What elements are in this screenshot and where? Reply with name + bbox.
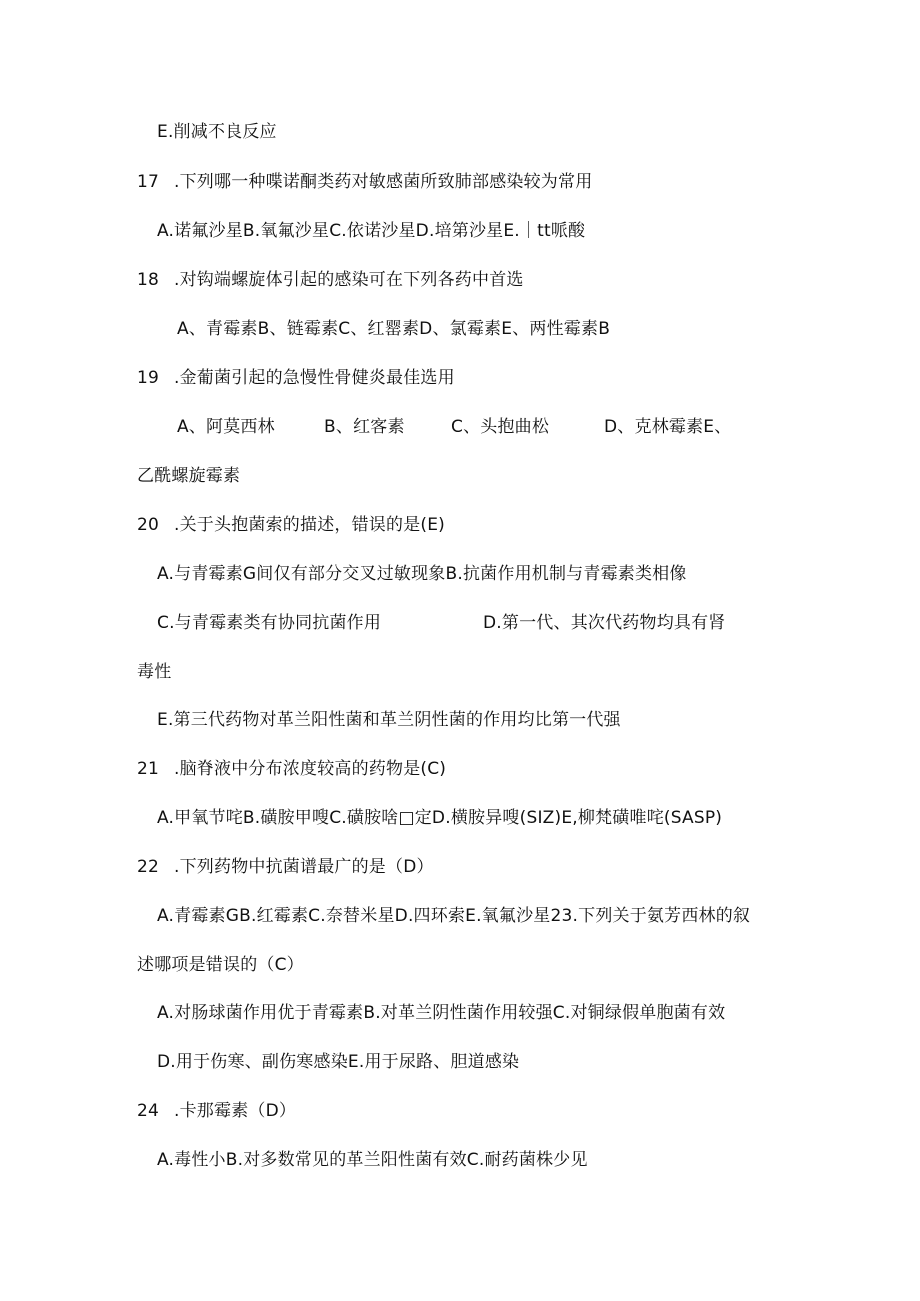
option-line — [137, 660, 171, 684]
question-23-cont — [137, 953, 304, 977]
option-c — [451, 415, 549, 439]
question-number: 22 — [137, 857, 160, 877]
option-text: D.用于伤寒、副伤寒感染E.用于尿路、胆道感染 — [157, 1052, 520, 1072]
option-text: B、红客素 — [324, 417, 405, 437]
question-text: 述哪项是错误的（C） — [137, 955, 304, 975]
question-18 — [137, 268, 524, 292]
option-text: A.与青霉素G间仅有部分交叉过敏现象B.抗菌作用机制与青霉素类相像 — [157, 564, 687, 584]
option-line — [157, 1148, 588, 1172]
option-text: C、头抱曲松 — [451, 417, 550, 437]
question-20 — [137, 513, 445, 537]
option-line — [157, 806, 722, 830]
question-number: 18 — [137, 270, 160, 290]
option-text: 毒性 — [137, 662, 172, 682]
question-19 — [137, 366, 455, 390]
option-text: D.第一代、其次代药物均具有肾 — [483, 613, 726, 633]
option-b — [324, 415, 405, 439]
question-number: 17 — [137, 172, 160, 192]
option-d — [483, 611, 726, 635]
option-line — [157, 708, 621, 732]
question-text: .关于头抱菌索的描述，错误的是(E) — [174, 515, 446, 535]
question-17 — [137, 170, 592, 194]
option-text: D、克林霉素E、 — [604, 417, 732, 437]
question-text: .下列药物中抗菌谱最广的是（D） — [174, 857, 434, 877]
option-text: 乙酰螺旋霉素 — [137, 466, 241, 486]
option-line — [157, 1001, 725, 1025]
question-number: 20 — [137, 515, 160, 535]
option-line — [157, 562, 687, 586]
question-text: .卡那霉素（D） — [174, 1101, 297, 1121]
question-24 — [137, 1099, 296, 1123]
option-c — [157, 611, 381, 635]
question-text: .脑脊液中分布浓度较高的药物是(C) — [174, 759, 447, 779]
question-22 — [137, 855, 434, 879]
option-d — [604, 415, 731, 439]
question-number: 24 — [137, 1101, 160, 1121]
option-text: A.青霉素GB.红霉素C.奈替米星D.四环索E.氧氟沙星23.下列关于氨芳西林的叙 — [157, 906, 751, 926]
option-text: E.削减不良反应 — [157, 122, 277, 142]
option-a — [177, 415, 275, 439]
option-text: C.与青霉素类有协同抗菌作用 — [157, 613, 382, 633]
option-line — [157, 1050, 519, 1074]
option-line — [157, 120, 277, 144]
option-line — [157, 904, 750, 928]
question-text: .下列哪一种喋诺酮类药对敏感菌所致肺部感染较为常用 — [174, 172, 593, 192]
option-text: A、青霉素B、链霉素C、红罂素D、氯霉素E、两性霉素B — [177, 319, 611, 339]
option-text: E.第三代药物对革兰阳性菌和革兰阴性菌的作用均比第一代强 — [157, 710, 621, 730]
option-text: A.甲氧节咤B.磺胺甲嗖C.磺胺啥□定D.横胺异嗖(SIZ)E,柳梵磺唯咤(SASP) — [157, 808, 723, 828]
option-text: A.对肠球菌作用优于青霉素B.对革兰阴性菌作用较强C.对铜绿假单胞菌有效 — [157, 1003, 726, 1023]
option-text: A、阿莫西林 — [177, 417, 275, 437]
question-number: 21 — [137, 759, 160, 779]
question-21 — [137, 757, 446, 781]
question-text: .金葡菌引起的急慢性骨健炎最佳选用 — [174, 368, 455, 388]
option-line — [177, 317, 610, 341]
option-line — [157, 219, 585, 243]
option-line — [137, 464, 240, 488]
option-text: A.毒性小B.对多数常见的革兰阳性菌有效C.耐药菌株少见 — [157, 1150, 588, 1170]
question-text: .对钩端螺旋体引起的感染可在下列各药中首选 — [174, 270, 524, 290]
question-number: 19 — [137, 368, 160, 388]
option-text: A.诺氟沙星B.氧氟沙星C.依诺沙星D.培第沙星E.｜tt哌酸 — [157, 221, 586, 241]
